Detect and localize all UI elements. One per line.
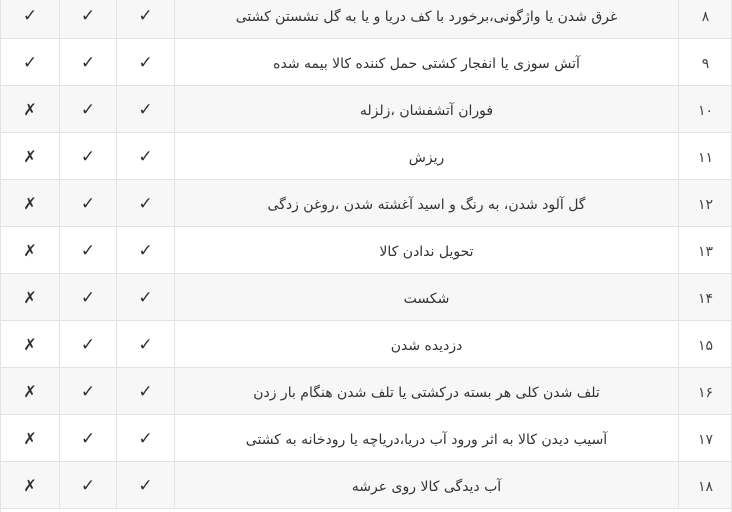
coverage-mark-a <box>1 0 60 39</box>
coverage-mark-b <box>60 321 117 368</box>
check-icon: ✓ <box>80 193 96 214</box>
row-number: ۱۶ <box>697 384 714 401</box>
row-number-cell <box>679 321 732 368</box>
coverage-mark-c <box>117 274 175 321</box>
risk-description-cell <box>175 321 679 368</box>
table-row <box>1 415 732 462</box>
check-icon: ✓ <box>138 334 153 355</box>
table-row <box>1 368 732 415</box>
risk-description: آسیب دیدن کالا به اثر ورود آب دریا،دریاچه یا رودخانه به کشتی <box>245 431 608 448</box>
risk-description: غرق شدن یا واژگونی،برخورد با کف دریا و یا به گل نشستن کشتی <box>235 8 618 25</box>
check-icon: ✓ <box>138 240 153 261</box>
check-icon: ✓ <box>80 99 96 120</box>
coverage-mark-a <box>1 462 60 509</box>
coverage-mark-c <box>117 368 175 415</box>
table-row <box>1 180 732 227</box>
cross-icon: ✗ <box>23 99 37 119</box>
row-number: ۱۵ <box>697 337 714 354</box>
check-icon: ✓ <box>138 146 153 167</box>
risk-description-cell <box>175 180 679 227</box>
coverage-mark-c <box>117 415 175 462</box>
coverage-mark-a <box>1 274 60 321</box>
check-icon: ✓ <box>138 193 153 214</box>
check-icon: ✓ <box>138 287 153 308</box>
row-number: ۱۷ <box>697 431 714 448</box>
table-row <box>1 86 732 133</box>
risk-description-cell <box>175 86 679 133</box>
risk-description: آب دیدگی کالا روی عرشه <box>351 478 502 495</box>
cross-icon: ✗ <box>23 193 37 213</box>
risk-description-cell <box>175 415 679 462</box>
check-icon: ✓ <box>80 334 96 355</box>
table-row <box>1 462 732 509</box>
cross-icon: ✗ <box>23 381 37 401</box>
coverage-mark-b <box>60 180 117 227</box>
table-row <box>1 227 732 274</box>
check-icon: ✓ <box>138 5 153 26</box>
table-row <box>1 0 732 39</box>
coverage-mark-a <box>1 86 60 133</box>
coverage-mark-a <box>1 39 60 86</box>
coverage-mark-b <box>60 415 117 462</box>
coverage-mark-b <box>60 462 117 509</box>
table-row <box>1 39 732 86</box>
risk-description: تلف شدن کلی هر بسته درکشتی یا تلف شدن هنگام بار زدن <box>253 384 600 401</box>
cross-icon: ✗ <box>23 287 37 307</box>
risk-description-cell <box>175 274 679 321</box>
coverage-mark-b <box>60 227 117 274</box>
risk-description: شکست <box>403 290 450 307</box>
row-number: ۱۱ <box>697 149 714 166</box>
row-number: ۱۳ <box>697 243 714 260</box>
coverage-mark-a <box>1 227 60 274</box>
row-number-cell <box>679 274 732 321</box>
check-icon: ✓ <box>80 146 96 167</box>
check-icon: ✓ <box>138 428 153 449</box>
risk-description-cell <box>175 39 679 86</box>
risk-description: تحویل ندادن کالا <box>379 243 474 260</box>
row-number-cell <box>679 0 732 39</box>
check-icon: ✓ <box>138 99 153 120</box>
check-icon: ✓ <box>80 381 96 402</box>
coverage-mark-b <box>60 0 117 39</box>
check-icon: ✓ <box>80 240 96 261</box>
coverage-mark-a <box>1 133 60 180</box>
row-number: ۸ <box>701 8 710 25</box>
coverage-mark-c <box>117 133 175 180</box>
table-row <box>1 133 732 180</box>
cross-icon: ✗ <box>23 428 37 448</box>
coverage-mark-b <box>60 274 117 321</box>
check-icon: ✓ <box>80 428 96 449</box>
row-number: ۱۸ <box>697 478 714 495</box>
check-icon: ✓ <box>80 5 96 26</box>
check-icon: ✓ <box>80 475 96 496</box>
table-row <box>1 274 732 321</box>
risk-description: فوران آتشفشان ،زلزله <box>359 102 494 119</box>
row-number: ۱۲ <box>697 196 714 213</box>
check-icon: ✓ <box>22 5 38 26</box>
coverage-mark-a <box>1 321 60 368</box>
coverage-mark-c <box>117 321 175 368</box>
row-number-cell <box>679 180 732 227</box>
check-icon: ✓ <box>80 287 96 308</box>
coverage-mark-c <box>117 227 175 274</box>
coverage-mark-c <box>117 86 175 133</box>
coverage-mark-c <box>117 462 175 509</box>
coverage-mark-c <box>117 0 175 39</box>
row-number-cell <box>679 133 732 180</box>
row-number-cell <box>679 39 732 86</box>
row-number-cell <box>679 462 732 509</box>
risk-description-cell <box>175 0 679 39</box>
row-number: ۹ <box>701 55 710 72</box>
row-number-cell <box>679 415 732 462</box>
check-icon: ✓ <box>80 52 96 73</box>
check-icon: ✓ <box>22 52 38 73</box>
coverage-mark-c <box>117 39 175 86</box>
table-row <box>1 321 732 368</box>
coverage-mark-a <box>1 368 60 415</box>
cross-icon: ✗ <box>23 334 37 354</box>
cross-icon: ✗ <box>23 240 37 260</box>
risk-description-cell <box>175 462 679 509</box>
risk-description: گل آلود شدن، به رنگ و اسید آغشته شدن ،روغن زدگی <box>267 196 586 213</box>
risk-description-cell <box>175 133 679 180</box>
row-number: ۱۴ <box>697 290 714 307</box>
risk-description: دزدیده شدن <box>390 337 463 354</box>
risk-description-cell <box>175 368 679 415</box>
coverage-mark-a <box>1 415 60 462</box>
row-number-cell <box>679 227 732 274</box>
coverage-mark-b <box>60 368 117 415</box>
coverage-mark-b <box>60 39 117 86</box>
row-number-cell <box>679 368 732 415</box>
coverage-mark-c <box>117 180 175 227</box>
row-number-cell <box>679 86 732 133</box>
table-left-border <box>0 0 1 512</box>
risk-description: آتش سوزی یا انفجار کشتی حمل کننده کالا بیمه شده <box>273 55 580 72</box>
check-icon: ✓ <box>138 52 153 73</box>
coverage-mark-b <box>60 133 117 180</box>
risk-description-cell <box>175 227 679 274</box>
cross-icon: ✗ <box>23 146 37 166</box>
row-number: ۱۰ <box>697 102 714 119</box>
risk-description: ریزش <box>408 149 445 166</box>
check-icon: ✓ <box>138 475 153 496</box>
coverage-mark-a <box>1 180 60 227</box>
cross-icon: ✗ <box>23 475 37 495</box>
check-icon: ✓ <box>138 381 153 402</box>
coverage-mark-b <box>60 86 117 133</box>
